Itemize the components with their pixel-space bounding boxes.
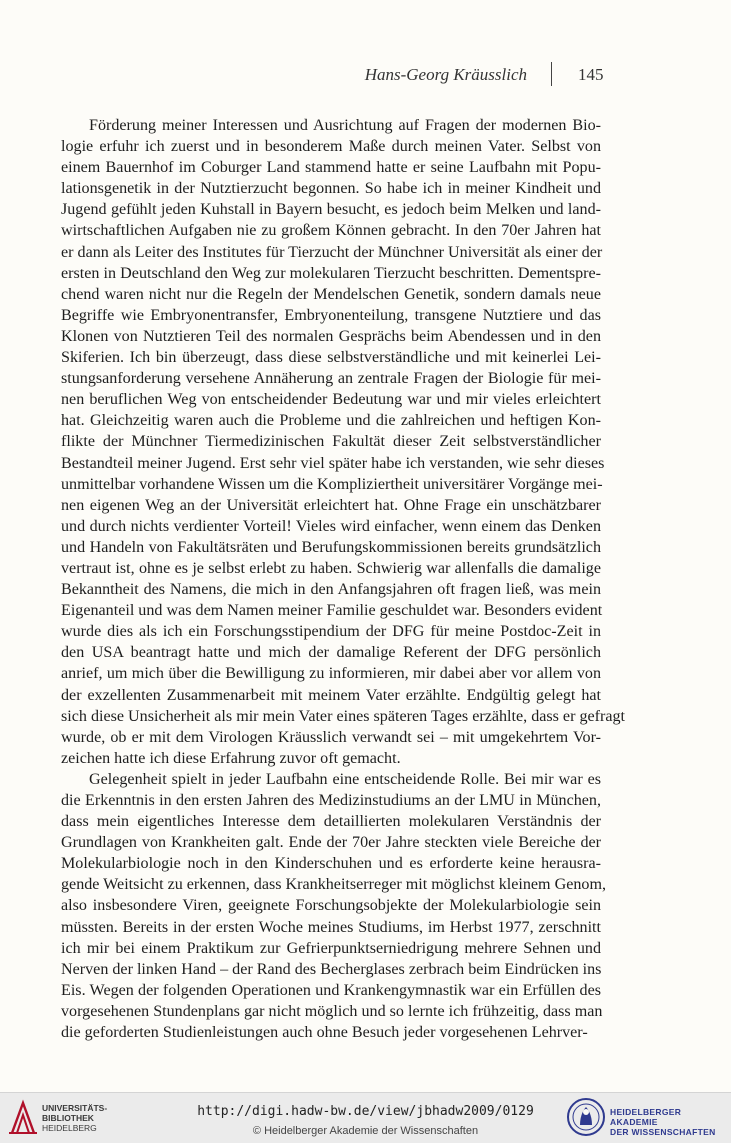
text-line: vorgesehenen Stundenplans gar nicht möglich und so lernte ich frühzeitig, dass man	[61, 1002, 603, 1020]
text-line: wurde dies als ich ein Forschungsstipendium der DFG für meine Postdoc-Zeit in	[61, 623, 601, 641]
body-text	[61, 115, 626, 1043]
text-line: gende Weitsicht zu erkennen, dass Krankheitserreger mit möglichst kleinem Genom,	[61, 876, 606, 894]
text-line: der exzellenten Zusammenarbeit mit meinem Vater erzählte. Endgültig gelegt hat	[61, 686, 601, 704]
text-line: und Handeln von Fakultätsräten und Berufungskommissionen bereits grundsätzlich	[61, 538, 601, 556]
text-line: Eigenanteil und was dem Namen meiner Familie geschuldet war. Besonders evident	[61, 602, 603, 620]
text-line: ersten in Deutschland den Weg zur molekularen Tierzucht beschritten. Dementspre-	[61, 264, 601, 282]
text-line: und durch nichts verdienter Vorteil! Vieles wird einfacher, wenn einem das Denken	[61, 517, 601, 535]
text-line: dass mein eigentliches Interesse dem detaillierten molekularen Verständnis der	[61, 813, 601, 831]
text-line: Gelegenheit spielt in jeder Laufbahn eine entscheidende Rolle. Bei mir war es	[89, 770, 601, 788]
text-line: lationsgenetik in der Nutztierzucht begonnen. So habe ich in meiner Kindheit und	[61, 180, 601, 198]
text-line: nen beruflichen Weg von entscheidender Bedeutung war und mir vieles erleichtert	[61, 391, 601, 409]
text-line: Förderung meiner Interessen und Ausrichtung auf Fragen der modernen Bio-	[89, 117, 601, 134]
text-line: flikte der Münchner Tiermedizinischen Fakultät dieser Zeit selbstverständlicher	[61, 433, 601, 451]
text-line: hat. Gleichzeitig waren auch die Probleme und die zahlreichen und heftigen Kon-	[61, 412, 601, 430]
paragraph-2	[61, 769, 606, 1043]
text-line: Skiferien. Ich bin überzeugt, dass diese selbstverständliche und mit keinerlei Lei-	[61, 349, 601, 367]
text-line: Nerven der linken Hand – der Rand des Becherglases zerbrach beim Eindrücken ins	[61, 960, 602, 978]
text-line: die Erkenntnis in den ersten Jahren des Medizinstudiums an der LMU in München,	[61, 792, 601, 809]
text-line: stungsanforderung versehene Annäherung an zentrale Fragen der Biologie für mei-	[61, 370, 601, 388]
text-line: vertraut ist, ohne es je selbst erlebt zu haben. Schwierig war allenfalls die damalige	[61, 559, 601, 577]
text-line: einem Bauernhof im Coburger Land stammend hatte er seine Laufbahn mit Popu-	[61, 159, 601, 177]
footer-bar	[0, 1092, 731, 1143]
library-line-1: UNIVERSITÄTS-	[42, 1103, 108, 1113]
text-line: Eis. Wegen der folgenden Operationen und Krankengymnastik war ein Erfüllen des	[61, 981, 601, 999]
header-divider	[551, 62, 552, 86]
text-line: den USA beantragt hatte und mich der damalige Referent der DFG persönlich	[61, 644, 601, 662]
text-line: nen eigenen Weg an der Universität erleichtert hat. Ohne Frage ein unschätzbarer	[61, 496, 601, 514]
text-line: Begriffe wie Embryonentransfer, Embryonenteilung, transgene Nutztiere und das	[61, 306, 601, 324]
text-line: müssten. Bereits in der ersten Woche meines Studiums, im Herbst 1977, zerschnitt	[61, 918, 601, 936]
paragraph-1	[61, 115, 626, 769]
text-line: die geforderten Studienleistungen auch ohne Besuch jeder vorgesehenen Lehrver-	[61, 1024, 588, 1042]
text-line: Bestandteil meiner Jugend. Erst sehr viel später habe ich verstanden, wie sehr dieses	[61, 454, 605, 472]
text-line: er dann als Leiter des Institutes für Tierzucht der Münchner Universität als einer der	[61, 243, 603, 261]
academy-line-1: HEIDELBERGER AKADEMIE	[610, 1107, 682, 1127]
text-line: Grundlagen von Krankheiten galt. Ende der 70er Jahre steckten viele Bereiche der	[61, 834, 601, 852]
document-url-link[interactable]: http://digi.hadw-bw.de/view/jbhadw2009/0129	[197, 1104, 534, 1119]
text-line: Molekularbiologie noch in den Kinderschuhen und es erforderte keine herausra-	[61, 855, 601, 873]
text-line: Klonen von Nutztieren Teil des normalen Gesprächs beim Abendessen und in den	[61, 327, 601, 345]
page-header	[0, 62, 731, 86]
academy-name[interactable]	[610, 1107, 731, 1137]
library-line-2: BIBLIOTHEK	[42, 1113, 94, 1123]
text-line: wurde, ob er mit dem Virologen Kräusslich verwandt sei – mit umgekehrtem Vor-	[61, 728, 601, 746]
running-title: Hans-Georg Kräusslich	[364, 65, 527, 84]
text-line: unmittelbar vorhandene Wissen um die Kompliziertheit universitärer Vorgänge mei-	[61, 475, 603, 493]
text-line: chend waren nicht nur die Regeln der Mendelschen Genetik, sondern damals neue	[61, 285, 601, 303]
text-line: wirtschaftlichen Aufgaben nie zu großem Können gebracht. In den 70er Jahren hat	[61, 222, 601, 240]
text-line: anrief, um mich über die Bewilligung zu informieren, mir dabei aber vor allem von	[61, 665, 601, 683]
academy-seal-icon[interactable]	[566, 1097, 606, 1137]
text-line: Jugend gefühlt jeden Kuhstall in Bayern besucht, es jedoch beim Melken und land-	[61, 201, 601, 219]
library-line-3: HEIDELBERG	[42, 1123, 97, 1133]
text-line: sich diese Unsicherheit als mir mein Vater eines späteren Tages erzählte, dass er gefragt	[61, 707, 626, 725]
text-line: Bekanntheit des Namens, die mich in den Anfangsjahren oft fragen ließ, was mein	[61, 581, 601, 599]
text-line: ich mir bei einem Praktikum zur Gefrierpunktserniedrigung mehrere Sehnen und	[61, 939, 601, 957]
text-line: logie erfuhr ich zuerst und in besonderem Maße durch meinen Vater. Selbst von	[61, 138, 601, 156]
academy-line-2: DER WISSENSCHAFTEN	[610, 1127, 716, 1137]
copyright-notice: © Heidelberger Akademie der Wissenschaften	[252, 1125, 479, 1137]
page-number: 145	[578, 65, 604, 84]
text-line: also insbesondere Viren, geeignete Forschungsobjekte der Molekularbiologie sein	[61, 897, 601, 915]
text-line: zeichen hatte ich diese Erfahrung zuvor oft gemacht.	[61, 749, 401, 767]
